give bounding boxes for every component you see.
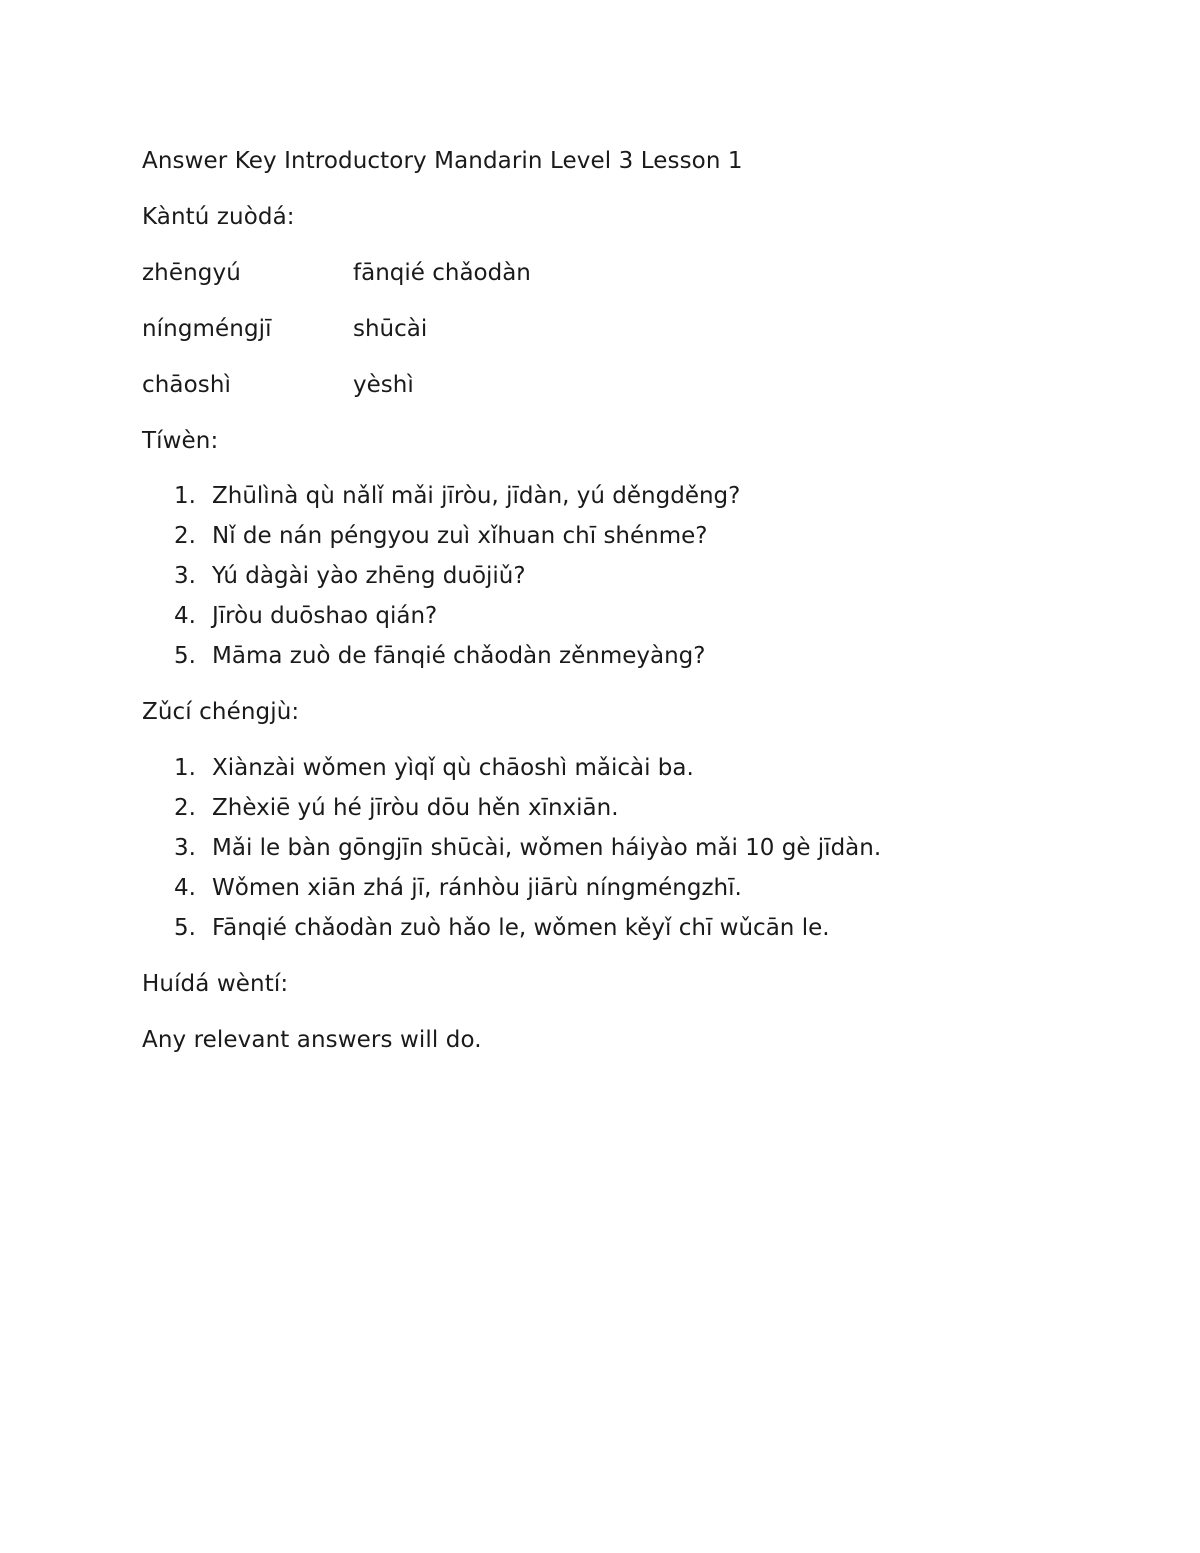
vocab-left-1: zhēngyú [142,260,241,286]
section-heading-zuci-chengju: Zǔcí chéngjù: [142,699,300,725]
zuci-item-3: Mǎi le bàn gōngjīn shūcài, wǒmen háiyào mǎi 10 gè jīdàn. [212,835,882,861]
section-heading-kantu-zuoda: Kàntú zuòdá: [142,204,295,230]
tiwen-item-4: Jīròu duōshao qián? [212,603,438,629]
section-heading-huida-wenti: Huídá wèntí: [142,971,289,997]
tiwen-item-2: Nǐ de nán péngyou zuì xǐhuan chī shénme? [212,523,708,549]
vocab-right-1: fānqié chǎodàn [353,260,531,286]
tiwen-item-3: Yú dàgài yào zhēng duōjiǔ? [212,563,526,589]
zuci-number-3: 3. [174,835,196,861]
vocab-right-2: shūcài [353,316,428,342]
vocab-left-3: chāoshì [142,372,232,398]
zuci-number-5: 5. [174,915,196,941]
tiwen-number-1: 1. [174,483,196,509]
zuci-item-4: Wǒmen xiān zhá jī, ránhòu jiārù níngméngzhī. [212,875,742,901]
tiwen-number-3: 3. [174,563,196,589]
zuci-item-5: Fānqié chǎodàn zuò hǎo le, wǒmen kěyǐ chī wǔcān le. [212,915,830,941]
section-heading-tiwen: Tíwèn: [142,428,219,454]
vocab-left-2: níngméngjī [142,316,272,342]
tiwen-item-1: Zhūlìnà qù nǎlǐ mǎi jīròu, jīdàn, yú děngděng? [212,483,741,509]
tiwen-item-5: Māma zuò de fānqié chǎodàn zěnmeyàng? [212,643,706,669]
tiwen-number-2: 2. [174,523,196,549]
zuci-item-1: Xiànzài wǒmen yìqǐ qù chāoshì mǎicài ba. [212,755,694,781]
tiwen-number-4: 4. [174,603,196,629]
tiwen-number-5: 5. [174,643,196,669]
document-title: Answer Key Introductory Mandarin Level 3 Lesson 1 [142,148,743,174]
answer-note: Any relevant answers will do. [142,1027,482,1053]
zuci-number-2: 2. [174,795,196,821]
vocab-right-3: yèshì [353,372,414,398]
zuci-number-1: 1. [174,755,196,781]
zuci-number-4: 4. [174,875,196,901]
zuci-item-2: Zhèxiē yú hé jīròu dōu hěn xīnxiān. [212,795,619,821]
